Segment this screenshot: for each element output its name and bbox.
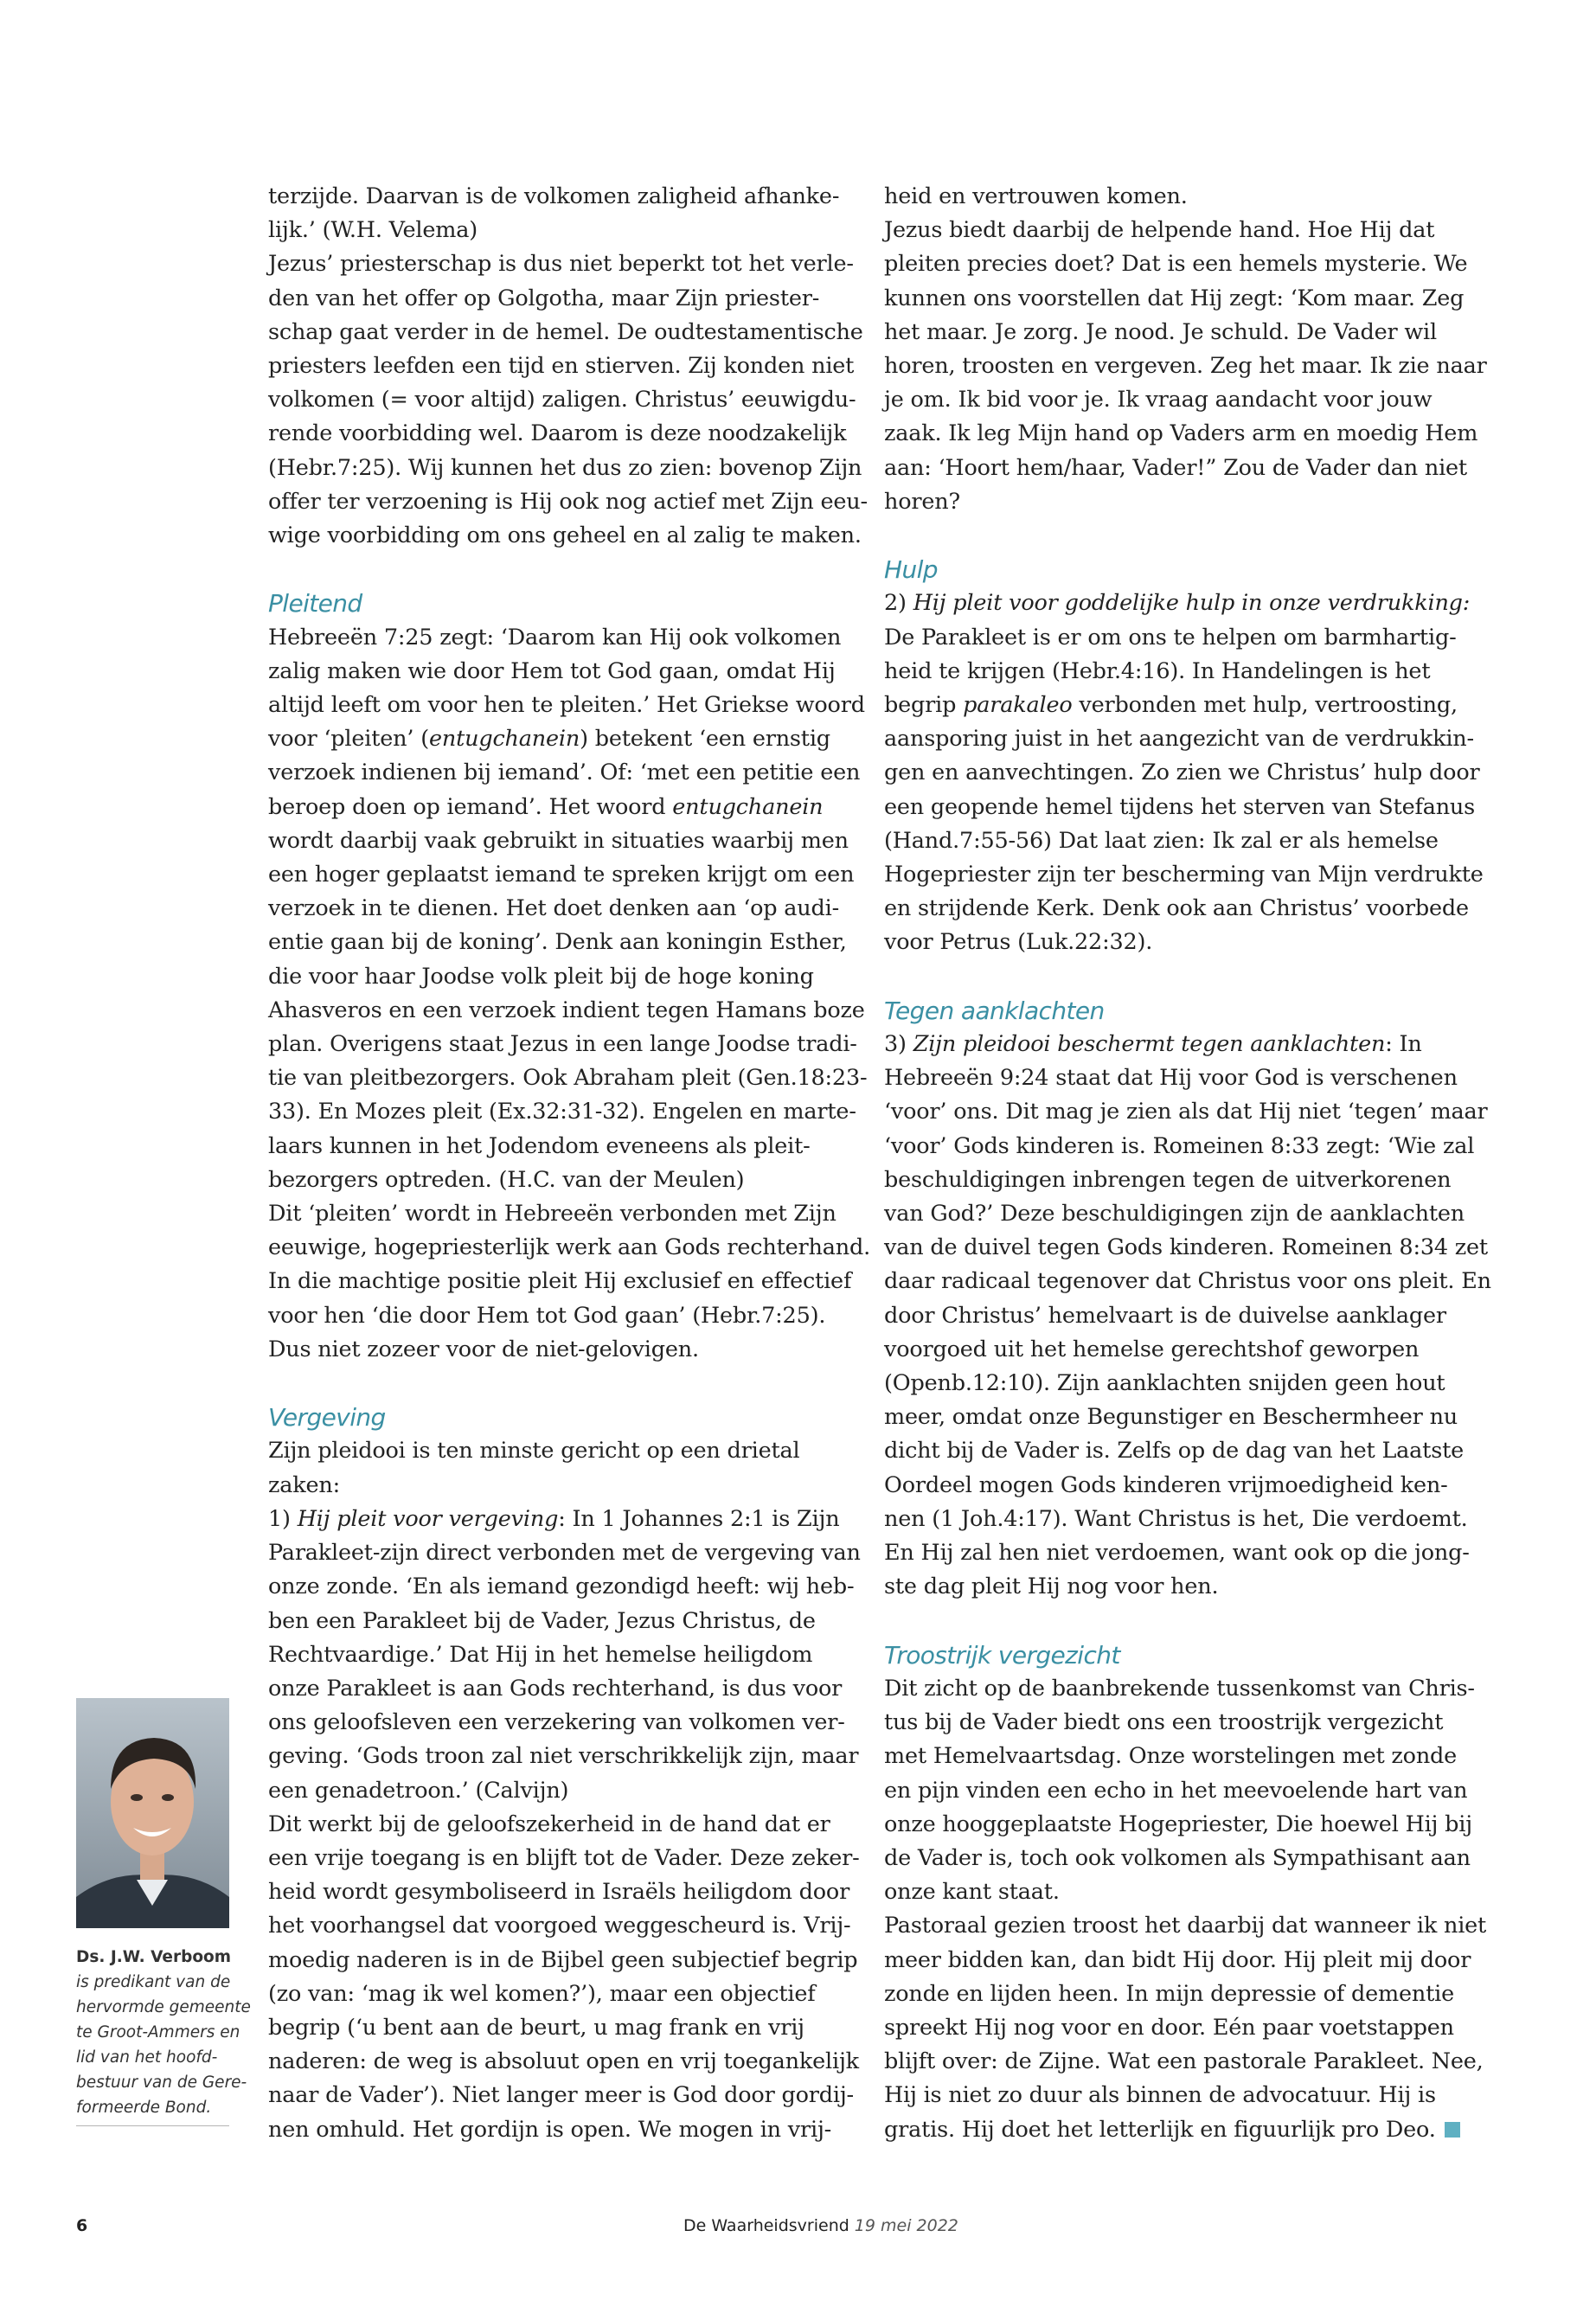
caption-line: formeerde Bond.: [76, 2099, 212, 2117]
text-line: en strijdende Kerk. Denk ook aan Christus’ voorbede: [884, 895, 1469, 922]
end-of-article-icon: [1445, 2122, 1460, 2138]
text-line: naderen: de weg is absoluut open en vrij toegankelijk: [268, 2048, 859, 2075]
text-line: horen, troosten en vergeven. Zeg het maar. Ik zie naar: [884, 353, 1487, 380]
text-line: door Christus’ hemelvaart is de duivelse aanklager: [884, 1302, 1446, 1329]
text-line: onze zonde. ‘En als iemand gezondigd heeft: wij heb-: [268, 1574, 855, 1600]
text-line: het voorhangsel dat voorgoed weggescheurd is. Vrij-: [268, 1913, 851, 1939]
text-line: dicht bij de Vader is. Zelfs op de dag van het Laatste: [884, 1438, 1465, 1465]
text-line: en pijn vinden een echo in het meevoelende hart van: [884, 1777, 1468, 1804]
text-line: Dit ‘pleiten’ wordt in Hebreeën verbonden met Zijn: [268, 1201, 836, 1227]
emphasis-text: Zijn pleidooi beschermt tegen aanklachten: [913, 1031, 1386, 1058]
section-heading-pleitend: Pleitend: [268, 589, 362, 619]
text-line: offer ter verzoening is Hij ook nog actief met Zijn eeu-: [268, 488, 868, 515]
section-body-troostrijk-vergezicht: [884, 1672, 1487, 2147]
text-line: [884, 586, 1472, 620]
text-line: tie van pleitbezorgers. Ook Abraham pleit (Gen.18:23-: [268, 1065, 868, 1092]
text-line: wordt daarbij vaak gebruikt in situaties waarbij men: [268, 827, 849, 854]
text-line: voor Petrus (Luk.22:32).: [884, 929, 1153, 956]
text-line: (Hand.7:55-56) Dat laat zien: Ik zal er als hemelse: [884, 827, 1439, 854]
text-line: zaken:: [268, 1471, 340, 1498]
text-run: 2): [884, 590, 913, 617]
text-line: (zo van: ‘mag ik wel komen?’), maar een objectief: [268, 1980, 816, 2007]
text-line: zonde en lijden heen. In mijn depressie of dementie: [884, 1980, 1454, 2007]
issue-date: 19 mei 2022: [854, 2216, 958, 2235]
text-line: In die machtige positie pleit Hij exclusief en effectief: [268, 1268, 852, 1295]
section-heading-tegen-aanklachten: Tegen aanklachten: [884, 996, 1105, 1025]
caption-divider: [76, 2125, 229, 2126]
text-run: 3): [884, 1031, 913, 1058]
section-body-hulp: [884, 586, 1484, 959]
text-line: aansporing juist in het aangezicht van de verdrukkin-: [884, 726, 1474, 753]
text-run: ) betekent ‘een ernstig: [580, 726, 830, 753]
text-line: horen?: [884, 488, 960, 515]
text-line: ste dag pleit Hij nog voor hen.: [884, 1574, 1219, 1600]
text-line: verzoek indienen bij iemand’. Of: ‘met een petitie een: [268, 760, 861, 786]
text-line: het maar. Je zorg. Je nood. Je schuld. De Vader wil: [884, 318, 1437, 345]
text-line: je om. Ik bid voor je. Ik vraag aandacht voor jouw: [884, 387, 1433, 413]
text-line: terzijde. Daarvan is de volkomen zaligheid afhanke-: [268, 183, 840, 209]
publication-name: De Waarheidsvriend: [683, 2216, 849, 2235]
section-heading-vergeving: Vergeving: [268, 1403, 386, 1433]
text-line: daar radicaal tegenover dat Christus voor ons pleit. En: [884, 1268, 1491, 1295]
text-line: volkomen (= voor altijd) zaligen. Christus’ eeuwigdu-: [268, 387, 856, 413]
text-run: begrip: [884, 692, 964, 719]
text-line: 33). En Mozes pleit (Ex.32:31-32). Engelen en marte-: [268, 1099, 856, 1125]
text-line: [268, 1503, 843, 1536]
text-line: [884, 689, 1472, 722]
text-line: onze Parakleet is aan Gods rechterhand, is dus voor: [268, 1675, 843, 1702]
text-line: bezorgers optreden. (H.C. van der Meulen): [268, 1166, 745, 1193]
article-column-left: [268, 180, 870, 2147]
text-line: die voor haar Joodse volk pleit bij de hoge koning: [268, 963, 814, 990]
text-line: nen (1 Joh.4:17). Want Christus is het, Die verdoemt.: [884, 1505, 1468, 1532]
text-line: Zijn pleidooi is ten minste gericht op een drietal: [268, 1438, 800, 1465]
text-line: (Hebr.7:25). Wij kunnen het dus zo zien: bovenop Zijn: [268, 454, 862, 481]
emphasis-text: Hij pleit voor goddelijke hulp in onze verdrukking:: [913, 590, 1471, 617]
text-line: priesters leefden een tijd en stierven. Zij konden niet: [268, 353, 855, 380]
text-line: kunnen ons voorstellen dat Hij zegt: ‘Kom maar. Zeg: [884, 285, 1465, 311]
text-line: van de duivel tegen Gods kinderen. Romeinen 8:34 zet: [884, 1234, 1488, 1261]
text-line: aan: ‘Hoort hem/haar, Vader!” Zou de Vader dan niet: [884, 454, 1467, 481]
text-line: Hebreeën 9:24 staat dat Hij voor God is verschenen: [884, 1065, 1458, 1092]
text-line: beschuldigingen inbrengen tegen de uitverkorenen: [884, 1166, 1452, 1193]
text-line: altijd leeft om voor hen te pleiten.’ Het Griekse woord: [268, 692, 865, 719]
text-line: ben een Parakleet bij de Vader, Jezus Christus, de: [268, 1607, 816, 1634]
text-line: blijft over: de Zijne. Wat een pastorale Parakleet. Nee,: [884, 2048, 1484, 2075]
text-line: Rechtvaardige.’ Dat Hij in het hemelse heiligdom: [268, 1641, 813, 1668]
text-line: onze kant staat.: [884, 1879, 1060, 1906]
caption-line: hervormde gemeente: [76, 1998, 251, 2016]
text-line: plan. Overigens staat Jezus in een lange Joodse tradi-: [268, 1031, 857, 1058]
text-line: rende voorbidding wel. Daarom is deze noodzakelijk: [268, 420, 847, 447]
text-line: onze hooggeplaatste Hogepriester, Die hoewel Hij bij: [884, 1811, 1472, 1837]
text-line: voorgoed uit het hemelse gerechtshof geworpen: [884, 1336, 1420, 1362]
caption-line: is predikant van de: [76, 1973, 231, 1991]
text-line: ons geloofsleven een verzekering van volkomen ver-: [268, 1709, 845, 1736]
text-line: Dit zicht op de baanbrekende tussenkomst van Chris-: [884, 1675, 1475, 1702]
text-line: moedig naderen is in de Bijbel geen subjectief begrip: [268, 1946, 858, 1973]
text-run: gratis. Hij doet het letterlijk en figuurlijk pro Deo.: [884, 2116, 1436, 2143]
text-line: Hogepriester zijn ter bescherming van Mijn verdrukte: [884, 862, 1484, 888]
text-line: ‘voor’ ons. Dit mag je zien als dat Hij niet ‘tegen’ maar: [884, 1099, 1488, 1125]
intro-paragraph-right: [884, 180, 1487, 519]
text-line: begrip (‘u bent aan de beurt, u mag frank en vrij: [268, 2014, 804, 2041]
text-line: heid wordt gesymboliseerd in Israëls heiligdom door: [268, 1879, 850, 1906]
section-heading-hulp: Hulp: [884, 555, 938, 585]
page-number: 6: [76, 2216, 88, 2235]
text-line: De Parakleet is er om ons te helpen om barmhartig-: [884, 624, 1457, 651]
text-line: meer, omdat onze Begunstiger en Beschermheer nu: [884, 1404, 1458, 1431]
text-line: verzoek in te dienen. Het doet denken aan ‘op audi-: [268, 895, 840, 922]
text-line: (Openb.12:10). Zijn aanklachten snijden geen hout: [884, 1370, 1445, 1397]
text-line: entie gaan bij de koning’. Denk aan koningin Esther,: [268, 929, 847, 956]
text-line: heid te krijgen (Hebr.4:16). In Handelingen is het: [884, 657, 1431, 684]
section-body-pleitend: [268, 621, 870, 1367]
text-line: zaak. Ik leg Mijn hand op Vaders arm en moedig Hem: [884, 420, 1478, 447]
text-run: beroep doen op iemand’. Het woord: [268, 793, 673, 820]
text-line: Jezus’ priesterschap is dus niet beperkt tot het verle-: [268, 251, 854, 278]
text-line: nen omhuld. Het gordijn is open. We mogen in vrij-: [268, 2116, 832, 2143]
text-line: gen en aanvechtingen. Zo zien we Christus’ hulp door: [884, 760, 1480, 786]
text-line: lijk.’ (W.H. Velema): [268, 217, 478, 244]
text-line: Dit werkt bij de geloofszekerheid in de hand dat er: [268, 1811, 830, 1837]
text-line: [884, 1028, 1472, 1061]
text-line: van God?’ Deze beschuldigingen zijn de aanklachten: [884, 1201, 1465, 1227]
text-run: voor ‘pleiten’ (: [268, 726, 429, 753]
text-line: de Vader is, toch ook volkomen als Sympathisant aan: [884, 1844, 1471, 1871]
text-line: zalig maken wie door Hem tot God gaan, omdat Hij: [268, 657, 836, 684]
intro-paragraph-left: [268, 180, 868, 553]
author-caption: [76, 1945, 251, 2126]
text-line: met Hemelvaartsdag. Onze worstelingen met zonde: [884, 1743, 1458, 1770]
text-line: schap gaat verder in de hemel. De oudtestamentische: [268, 318, 863, 345]
text-line: En Hij zal hen niet verdoemen, want ook op die jong-: [884, 1540, 1470, 1567]
emphasis-text: Hij pleit voor vergeving: [297, 1505, 559, 1532]
greek-term: entugchanein: [428, 726, 580, 753]
text-run: : In: [1385, 1031, 1422, 1058]
text-line: [884, 2113, 1472, 2147]
caption-line: te Groot-Ammers en: [76, 2023, 240, 2041]
author-name: Ds. J.W. Verboom: [76, 1948, 232, 1966]
page-footer: [683, 2216, 958, 2235]
section-body-tegen-aanklachten: [884, 1028, 1491, 1604]
section-heading-troostrijk-vergezicht: Troostrijk vergezicht: [884, 1640, 1120, 1670]
text-line: een vrije toegang is en blijft tot de Vader. Deze zeker-: [268, 1844, 860, 1871]
text-line: Dus niet zozeer voor de niet-gelovigen.: [268, 1336, 699, 1362]
section-body-vergeving: [268, 1434, 861, 2146]
text-line: laars kunnen in het Jodendom eveneens als pleit-: [268, 1132, 811, 1159]
text-line: Parakleet-zijn direct verbonden met de vergeving van: [268, 1540, 861, 1567]
caption-line: bestuur van de Gere-: [76, 2073, 247, 2092]
author-photo: [76, 1698, 229, 1928]
text-line: een genadetroon.’ (Calvijn): [268, 1777, 569, 1804]
text-line: heid en vertrouwen komen.: [884, 183, 1188, 209]
text-line: een geopende hemel tijdens het sterven van Stefanus: [884, 793, 1476, 820]
text-line: voor hen ‘die door Hem tot God gaan’ (Hebr.7:25).: [268, 1302, 826, 1329]
text-line: spreekt Hij nog voor en door. Eén paar voetstappen: [884, 2014, 1454, 2041]
text-run: : In 1 Johannes 2:1 is Zijn: [558, 1505, 840, 1532]
text-run: 1): [268, 1505, 298, 1532]
article-column-right: [884, 180, 1491, 2147]
text-line: een hoger geplaatst iemand te spreken krijgt om een: [268, 862, 855, 888]
text-line: den van het offer op Golgotha, maar Zijn priester-: [268, 285, 820, 311]
greek-term: entugchanein: [672, 793, 824, 820]
text-run: verbonden met hulp, vertroosting,: [1072, 692, 1458, 719]
text-line: Jezus biedt daarbij de helpende hand. Hoe Hij dat: [884, 217, 1435, 244]
greek-term: parakaleo: [963, 692, 1073, 719]
text-line: [268, 791, 843, 824]
text-line: naar de Vader’). Niet langer meer is God door gordij-: [268, 2082, 854, 2109]
text-line: meer bidden kan, dan bidt Hij door. Hij pleit mij door: [884, 1946, 1471, 1973]
text-line: Oordeel mogen Gods kinderen vrijmoedigheid ken-: [884, 1471, 1448, 1498]
text-line: tus bij de Vader biedt ons een troostrijk vergezicht: [884, 1709, 1444, 1736]
text-line: Hebreeën 7:25 zegt: ‘Daarom kan Hij ook volkomen: [268, 624, 842, 651]
text-line: eeuwige, hogepriesterlijk werk aan Gods rechterhand.: [268, 1234, 870, 1261]
text-line: pleiten precies doet? Dat is een hemels mysterie. We: [884, 251, 1468, 278]
text-line: wige voorbidding om ons geheel en al zalig te maken.: [268, 522, 862, 549]
caption-line: lid van het hoofd-: [76, 2048, 218, 2067]
text-line: ‘voor’ Gods kinderen is. Romeinen 8:33 zegt: ‘Wie zal: [884, 1132, 1475, 1159]
text-line: Ahasveros en een verzoek indient tegen Hamans boze: [268, 997, 865, 1023]
text-line: Pastoraal gezien troost het daarbij dat wanneer ik niet: [884, 1913, 1487, 1939]
text-line: Hij is niet zo duur als binnen de advocatuur. Hij is: [884, 2082, 1436, 2109]
text-line: [268, 722, 843, 756]
text-line: geving. ‘Gods troon zal niet verschrikkelijk zijn, maar: [268, 1743, 859, 1770]
